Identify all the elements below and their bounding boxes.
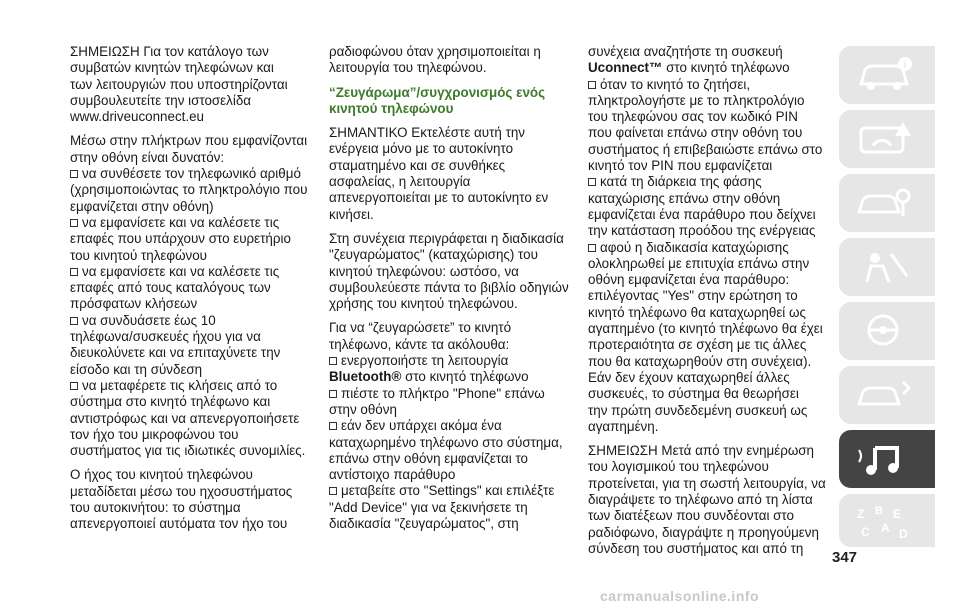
bullet-text: αντίστοιχο παράθυρο: [329, 467, 456, 483]
checkbox-bullet-icon: [70, 382, 78, 390]
text-line: ασφαλείας, η λειτουργία: [329, 174, 471, 190]
column-3: [588, 44, 826, 565]
car-steering-icon[interactable]: [839, 302, 935, 360]
text-line: κινήσει.: [329, 206, 374, 222]
text-line: ΣΗΜΕΙΩΣΗ Για τον κατάλογο των: [70, 44, 269, 59]
text-line: Ο ήχος του κινητού τηλεφώνου: [70, 467, 253, 483]
bullet-text: προτεραιότητα σε σχέση με τις άλλες: [588, 337, 807, 353]
text-line: “Ζευγάρωμα”/συγχρονισμός ενός: [329, 84, 546, 100]
column-1: [70, 44, 310, 541]
text-line: [329, 500, 571, 516]
text-line: κινητού τηλεφώνου: [329, 100, 454, 116]
text-line: [588, 142, 826, 158]
radio-intro: [329, 44, 571, 77]
checkbox-bullet-icon: [70, 268, 78, 276]
text-line: [588, 386, 826, 402]
text-line: προτείνεται, για τη σωστή λειτουργία, να: [588, 475, 826, 491]
bullet-item: [70, 378, 310, 394]
checkbox-bullet-icon: [588, 178, 596, 186]
svg-text:Z: Z: [857, 507, 865, 521]
bullet-text: επαφές από τους καταλόγους των: [70, 280, 271, 296]
text-line: μεταδίδεται μέσω του ηχοσυστήματος: [70, 483, 293, 499]
text-line: [70, 345, 310, 361]
bullet-item: [70, 166, 310, 182]
text-line: "ζευγαρώματος" (καταχώρισης) του: [329, 247, 538, 263]
text-line: των διατέξεων που συνδέονται στο: [588, 508, 794, 524]
section-heading: [329, 85, 571, 118]
bullet-text: σύστημα στο κινητό τηλέφωνο και: [70, 394, 271, 410]
bullet-text: την πρώτη συνδεδεμένη συσκευή ως: [588, 402, 808, 418]
multimedia-icon[interactable]: [839, 430, 935, 488]
bullet-text: καταχωρημένο τηλέφωνο στο σύστημα,: [329, 434, 563, 450]
pairing-steps-continued: [588, 44, 826, 435]
bullet-item: [329, 483, 571, 499]
text-line: απενεργοποιείται με το αυτοκίνητο εν: [329, 190, 549, 206]
car-info-icon[interactable]: [839, 46, 935, 104]
bullet-text: (χρησιμοποιώντας το πληκτρολόγιο που: [70, 182, 308, 198]
car-key-icon[interactable]: [839, 174, 935, 232]
bullet-text: να εμφανίσετε και να καλέσετε τις: [82, 214, 280, 230]
bullet-text: που θα καταχωρηθούν στη συνέχεια).: [588, 353, 812, 369]
text-line: [588, 419, 826, 435]
text-line: [329, 402, 571, 418]
bullet-text: στο κινητό τηλέφωνο: [401, 369, 529, 385]
bullet-text: συσκευές, το σύστημα θα θεωρήσει: [588, 386, 799, 402]
uconnect-label: Uconnect™: [588, 60, 663, 76]
svg-text:C: C: [861, 525, 870, 539]
text-line: [588, 354, 826, 370]
audio-note: [70, 467, 310, 532]
text-line: Μέσω στην πλήκτρων που εμφανίζονται: [70, 133, 308, 149]
bullet-text: οθόνη εμφανίζεται ένα παράθυρο:: [588, 272, 790, 288]
bullet-text: του κινητού τηλεφώνου: [70, 247, 207, 263]
bullet-text: συστήματος ή επιβεβαιώστε επάνω στο: [588, 141, 823, 157]
text-line: [588, 223, 826, 239]
bullet-text: συστήματος για τις ιδιωτικές συνομιλίες.: [70, 443, 306, 459]
bullet-text: αντιστρόφως και να απενεργοποιήσετε: [70, 410, 300, 426]
bullet-item: [329, 353, 571, 369]
text-line: σύνδεση του συστήματος και από τη: [588, 540, 804, 556]
text-line: [588, 158, 826, 174]
text-line: [70, 394, 310, 410]
bullet-text: ενεργοποιήστε τη λειτουργία: [341, 353, 509, 369]
pairing-steps: [329, 320, 571, 532]
text-line: [588, 305, 826, 321]
text-line: [329, 369, 571, 385]
screen-functions: [70, 133, 310, 459]
bullet-text: κατά τη διάρκεια της φάσης: [600, 174, 762, 190]
text-line: [70, 427, 310, 443]
text-line: [588, 60, 826, 76]
bullet-item: [588, 77, 826, 93]
bullet-text: επάνω στην οθόνη εμφανίζεται το: [329, 450, 528, 466]
text-line: ραδιοφώνου όταν χρησιμοποιείται η: [329, 44, 541, 59]
text-line: [70, 296, 310, 312]
bullet-text: κινητό τηλέφωνο θα καταχωρηθεί ως: [588, 304, 806, 320]
text-line: [588, 288, 826, 304]
text-line: [70, 329, 310, 345]
text-line: Για να “ζευγαρώσετε” το κινητό: [329, 320, 512, 336]
checkbox-bullet-icon: [70, 170, 78, 178]
bullet-item: [70, 215, 310, 231]
text-line: [588, 256, 826, 272]
bullet-item: [329, 386, 571, 402]
text-line: των λειτουργιών που υποστηρίζονται: [70, 76, 288, 92]
text-line: κινητού τηλεφώνου: ωστόσο, να: [329, 263, 519, 279]
bullet-text: όταν το κινητό το ζητήσει,: [600, 76, 751, 92]
svg-text:E: E: [893, 507, 902, 521]
text-line: [329, 467, 571, 483]
text-line: διαγράψετε το τηλέφωνο από τη λίστα: [588, 492, 813, 508]
procedure-description: [329, 231, 571, 312]
checkbox-bullet-icon: [329, 487, 337, 495]
important-note: [329, 125, 571, 223]
text-line: του λογισμικού του τηλεφώνου: [588, 459, 769, 475]
svg-text:i: i: [903, 60, 907, 71]
text-line: [588, 272, 826, 288]
bullet-item: [329, 418, 571, 434]
bullet-text: κινητό τον PIN που εμφανίζεται: [588, 158, 773, 174]
text-line: χρήσης του κινητού τηλεφώνου.: [329, 296, 518, 312]
text-line: ΣΗΜΑΝΤΙΚΟ Εκτελέστε αυτή την: [329, 125, 526, 141]
text-line: του αυτοκινήτου: το σύστημα: [70, 500, 241, 516]
car-safety-icon[interactable]: [839, 238, 935, 296]
bullet-text: καταχώρισης επάνω στην οθόνη: [588, 190, 781, 206]
chapter-sidebar: [839, 46, 935, 547]
checkbox-bullet-icon: [588, 81, 596, 89]
text-line: [588, 321, 826, 337]
bullet-text: είσοδο και τη σύνδεση: [70, 361, 203, 377]
bluetooth-label: Bluetooth®: [329, 369, 402, 385]
text-line: [70, 362, 310, 378]
bullet-text: αγαπημένο (το κινητό τηλέφωνο θα έχει: [588, 321, 823, 337]
text-line: συνέχεια αναζητήστε τη συσκευή: [588, 44, 783, 59]
text-line: σταματημένο και σε συνθήκες: [329, 157, 506, 173]
svg-text:B: B: [875, 505, 883, 517]
page-number: 347: [832, 549, 858, 566]
text-line: www.driveuconnect.eu: [70, 109, 204, 125]
text-line: [588, 191, 826, 207]
bullet-text: να συνδυάσετε έως 10: [82, 312, 216, 328]
index-letters-icon[interactable]: [839, 494, 935, 547]
text-line: [588, 207, 826, 223]
text-line: [588, 109, 826, 125]
svg-text:D: D: [899, 527, 908, 541]
bullet-item: [70, 313, 310, 329]
bullet-item: [588, 240, 826, 256]
text-line: [588, 93, 826, 109]
bullet-text: Εάν δεν έχουν καταχωρηθεί άλλες: [588, 369, 790, 385]
bullet-text: πρόσφατων κλήσεων: [70, 296, 198, 312]
text-line: [70, 411, 310, 427]
bullet-text: εμφανίζεται ένα παράθυρο που δείχνει: [588, 206, 816, 222]
text-line: [70, 199, 310, 215]
column-2: [329, 44, 571, 532]
bullet-text: ολοκληρωθεί με επιτυχία επάνω στην: [588, 255, 810, 271]
bullet-text: να συνθέσετε τον τηλεφωνικό αριθμό: [82, 166, 301, 182]
svg-text:A: A: [881, 521, 890, 535]
text-line: Στη συνέχεια περιγράφεται η διαδικασία: [329, 230, 564, 246]
text-line: συμβουλεύεστε πάντα το βιβλίο οδηγιών: [329, 279, 569, 295]
bullet-text: μεταβείτε στο "Settings" και επιλέξτε: [341, 483, 555, 499]
text-line: ενέργεια μόνο με το αυτοκίνητο: [329, 141, 514, 157]
text-line: [329, 516, 571, 532]
text-line: απενεργοποιεί αυτόματα τον ήχο του: [70, 516, 288, 532]
bullet-text: διευκολύνετε και να επιταχύνετε την: [70, 345, 281, 361]
text-line: τηλέφωνο, κάντε τα ακόλουθα:: [329, 336, 510, 352]
bullet-text: τον ήχο του μικροφώνου του: [70, 426, 239, 442]
bullet-text: στην οθόνη: [329, 401, 397, 417]
text-line: [588, 370, 826, 386]
text-line: [588, 403, 826, 419]
text-line: [70, 182, 310, 198]
text-line: [70, 280, 310, 296]
bullet-text: επιλέγοντας "Yes" στην ερώτηση το: [588, 288, 798, 304]
bullet-text: στο κινητό τηλέφωνο: [662, 60, 790, 76]
checkbox-bullet-icon: [329, 390, 337, 398]
text-line: [588, 337, 826, 353]
watermark: carmanualsonline.info: [600, 588, 760, 604]
text-line: [70, 248, 310, 264]
text-line: [329, 435, 571, 451]
car-tow-icon[interactable]: [839, 366, 935, 424]
text-line: στην οθόνη είναι δυνατόν:: [70, 149, 225, 165]
text-line: [70, 443, 310, 459]
checkbox-bullet-icon: [70, 219, 78, 227]
bullet-text: "Add Device" για να ξεκινήσετε τη: [329, 499, 528, 515]
bullet-text: να μεταφέρετε τις κλήσεις από το: [82, 377, 278, 393]
bullet-text: να εμφανίσετε και να καλέσετε τις: [82, 263, 280, 279]
bullet-text: πληκτρολογήστε με το πληκτρολόγιο: [588, 92, 805, 108]
dashboard-warning-icon[interactable]: [839, 110, 935, 168]
checkbox-bullet-icon: [329, 357, 337, 365]
checkbox-bullet-icon: [329, 422, 337, 430]
bullet-text: επαφές που υπάρχουν στο ευρετήριο: [70, 231, 291, 247]
text-line: [329, 451, 571, 467]
bullet-item: [588, 174, 826, 190]
text-line: λειτουργία του τηλεφώνου.: [329, 60, 487, 76]
bullet-text: την κατάσταση προόδου της ενέργειας: [588, 223, 816, 239]
note-compatibility: [70, 44, 310, 125]
bullet-text: διαδικασία "ζευγαρώματος", στη: [329, 516, 519, 532]
bullet-text: εάν δεν υπάρχει ακόμα ένα: [341, 418, 502, 434]
bullet-text: αγαπημένη.: [588, 418, 659, 434]
bullet-text: του τηλεφώνου σας τον κωδικό PIN: [588, 109, 798, 125]
bullet-text: εμφανίζεται στην οθόνη): [70, 198, 214, 214]
text-line: [588, 125, 826, 141]
bullet-text: αφού η διαδικασία καταχώρισης: [600, 239, 789, 255]
checkbox-bullet-icon: [70, 317, 78, 325]
bullet-text: που φαίνεται επάνω στην οθόνη του: [588, 125, 803, 141]
text-line: ραδιόφωνο, διαγράψτε η προηγούμενη: [588, 524, 819, 540]
bullet-item: [70, 264, 310, 280]
checkbox-bullet-icon: [588, 244, 596, 252]
text-line: συμβουλευτείτε την ιστοσελίδα: [70, 92, 252, 108]
text-line: συμβατών κινητών τηλεφώνων και: [70, 60, 274, 76]
software-update-note: [588, 443, 826, 557]
bullet-text: τηλέφωνα/συσκευές ήχου για να: [70, 329, 261, 345]
bullet-text: πιέστε το πλήκτρο "Phone" επάνω: [341, 385, 545, 401]
text-line: [70, 231, 310, 247]
text-line: ΣΗΜΕΙΩΣΗ Μετά από την ενημέρωση: [588, 443, 814, 459]
